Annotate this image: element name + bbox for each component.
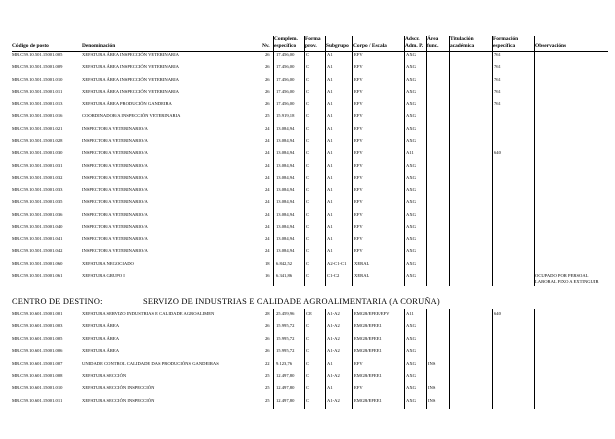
cell-corpo: EMGB/EFEE/EFV — [354, 311, 390, 316]
cell-sub: A1 — [327, 236, 333, 242]
cell-forma: C — [306, 88, 310, 94]
cell-nv: 24 — [265, 137, 270, 143]
cell-name: COORDINADOR/A INSPECCIÓN VETERINARIA — [82, 113, 181, 119]
cell-forma: C — [306, 236, 310, 242]
cell-comp: 13.084,94 — [276, 223, 295, 229]
cell-sub: A1-A2 — [327, 311, 340, 316]
cell-forma: C — [306, 76, 310, 82]
cell-nv: 24 — [265, 187, 270, 193]
table-row — [0, 112, 615, 120]
header-complemento-top: Complem. — [274, 36, 298, 42]
cell-code: MR.C59.10.501.15001.032 — [12, 174, 63, 180]
cell-nv: 25 — [265, 373, 270, 378]
header-formacion-top: Formación — [493, 36, 519, 42]
cell-nv: 26 — [265, 88, 270, 94]
cell-corpo: EMGB/EFEE1 — [354, 397, 382, 403]
cell-forma: C — [306, 199, 310, 205]
table-row — [0, 186, 615, 194]
cell-adm: AXG — [406, 260, 416, 266]
cell-sub: A1 — [327, 76, 333, 82]
cell-comp: 13.084,94 — [276, 125, 295, 131]
cell-sub: A1 — [327, 162, 333, 168]
cell-form: 761 — [494, 88, 501, 94]
cell-adm: AXG — [406, 323, 416, 329]
cell-code: MR.C59.10.501.15001.030 — [12, 150, 63, 156]
cell-code: MR.C59.10.501.15001.042 — [12, 248, 63, 254]
cell-forma: C — [306, 397, 310, 403]
cell-sub: A1 — [327, 223, 333, 229]
cell-form: 761 — [494, 64, 501, 70]
cell-comp: 6.341,86 — [276, 273, 293, 279]
cell-corpo: EFV — [354, 113, 363, 119]
cell-name: XEFATURA ÁREA — [82, 323, 120, 329]
cell-nv: 26 — [265, 76, 270, 82]
cell-code: MR.C59.10.501.15001.060 — [12, 260, 63, 266]
header-corpo: Corpo / Escala — [353, 43, 387, 49]
table-row — [0, 310, 615, 318]
table-row — [0, 384, 615, 392]
cell-name: XEFATURA ÁREA — [82, 335, 120, 341]
cell-area: INS — [428, 360, 436, 366]
cell-nv: 24 — [265, 125, 270, 131]
cell-nv: 28 — [265, 311, 270, 316]
table-row — [0, 125, 615, 133]
cell-corpo: EFV — [354, 150, 363, 156]
cell-forma: C — [306, 335, 310, 341]
cell-corpo: EFV — [354, 211, 363, 217]
cell-adm: AXG — [406, 113, 416, 119]
cell-corpo: EFV — [354, 88, 363, 94]
cell-code: MR.C59.10.601.15001.006 — [12, 348, 63, 354]
cell-adm: AXG — [406, 223, 416, 229]
cell-sub: A1 — [327, 211, 333, 217]
cell-form: 640 — [494, 311, 501, 316]
header-titulacion-bottom: académica — [450, 43, 475, 49]
cell-name: INSPECTOR/A VETERINARIO/A — [82, 187, 148, 193]
header-formacion-bottom: específica — [493, 43, 516, 49]
section-title: SERVIZO DE INDUSTRIAS E CALIDADE AGROALIMENTARIA (A CORUÑA) — [143, 297, 440, 306]
cell-code: MR.C59.10.501.15001.021 — [12, 125, 63, 131]
cell-adm: AXG — [406, 385, 416, 391]
cell-code: MR.C59.10.501.15001.033 — [12, 187, 63, 193]
table-row — [0, 223, 615, 231]
table-row — [0, 372, 615, 380]
cell-comp: 12.497,80 — [276, 373, 295, 378]
header-observacions: Observacións — [535, 43, 567, 49]
table-row — [0, 335, 615, 343]
cell-adm: AXG — [406, 174, 416, 180]
cell-corpo: EFV — [354, 76, 363, 82]
cell-name: INSPECTOR/A VETERINARIO/A — [82, 223, 148, 229]
cell-adm: AXG — [406, 76, 416, 82]
cell-adm: AXG — [406, 187, 416, 193]
cell-code: MR.C59.10.501.15001.041 — [12, 236, 63, 242]
cell-name: INSPECTOR/A VETERINARIO/A — [82, 162, 148, 168]
cell-comp: 13.084,94 — [276, 187, 295, 193]
cell-name: XEFATURA ÁREA INSPECCIÓN VETERINARIA — [82, 76, 179, 82]
cell-forma: C — [306, 174, 310, 180]
cell-forma: C — [306, 211, 310, 217]
table-row — [0, 247, 615, 255]
cell-corpo: EFV — [354, 125, 363, 131]
cell-code: MR.C59.10.501.15001.031 — [12, 162, 63, 168]
cell-code: MR.C59.10.501.15001.061 — [12, 273, 63, 279]
cell-name: INSPECTOR/A VETERINARIO/A — [82, 248, 148, 254]
cell-nv: 18 — [265, 260, 270, 266]
cell-sub: A1-A2 — [327, 373, 340, 378]
cell-form: 761 — [494, 52, 501, 57]
table-row — [0, 174, 615, 182]
cell-nv: 16 — [265, 273, 270, 279]
cell-comp: 15.995,72 — [276, 348, 295, 354]
cell-forma: C — [306, 273, 310, 279]
cell-code: MR.C59.10.501.15001.016 — [12, 113, 63, 119]
cell-corpo: EMGB/EFEE1 — [354, 335, 382, 341]
cell-nv: 25 — [265, 397, 270, 403]
cell-code: MR.C59.10.601.15001.008 — [12, 373, 63, 378]
cell-sub: A1 — [327, 385, 333, 391]
cell-sub: A1 — [327, 52, 333, 57]
cell-comp: 13.084,94 — [276, 162, 295, 168]
cell-forma: C — [306, 223, 310, 229]
cell-adm: AXG — [406, 64, 416, 70]
cell-name: XEFATURA ÁREA INSPECCIÓN VETERINARIA — [82, 88, 179, 94]
cell-comp: 17.456,00 — [276, 101, 295, 107]
header-titulacion-top: Titulación — [450, 36, 474, 42]
cell-corpo: EFV — [354, 52, 363, 57]
cell-code: MR.C59.10.501.15001.035 — [12, 199, 63, 205]
cell-code: MR.C59.10.501.15001.036 — [12, 211, 63, 217]
header-codigo: Código de posto — [12, 43, 49, 49]
cell-nv: 26 — [265, 323, 270, 329]
cell-forma: C — [306, 323, 310, 329]
cell-code: MR.C59.10.601.15001.010 — [12, 385, 63, 391]
table-row — [0, 272, 615, 285]
cell-nv: 24 — [265, 150, 270, 156]
cell-corpo: EFV — [354, 385, 363, 391]
cell-sub: A1 — [327, 137, 333, 143]
table-row — [0, 100, 615, 108]
cell-nv: 24 — [265, 236, 270, 242]
cell-sub: A1 — [327, 199, 333, 205]
cell-form: 640 — [494, 150, 501, 156]
cell-adm: AXG — [406, 137, 416, 143]
cell-adm: AXG — [406, 373, 416, 378]
cell-forma: CE — [306, 311, 312, 316]
cell-name: XEFATURA SERVIZO INDUSTRIAS E CALIDADE AGROALIMEN — [82, 311, 215, 316]
cell-comp: 13.084,94 — [276, 236, 295, 242]
cell-name: XEFATURA SECCIÓN INSPECCIÓN — [82, 385, 155, 391]
cell-sub: A1 — [327, 150, 333, 156]
cell-adm: AXG — [406, 125, 416, 131]
cell-forma: C — [306, 113, 310, 119]
cell-adm: AXG — [406, 273, 416, 279]
cell-corpo: EFV — [354, 101, 363, 107]
cell-comp: 13.084,94 — [276, 174, 295, 180]
cell-nv: 24 — [265, 162, 270, 168]
cell-adm: AXG — [406, 360, 416, 366]
cell-comp: 15.995,72 — [276, 323, 295, 329]
cell-nv: 26 — [265, 335, 270, 341]
cell-adm: AXG — [406, 199, 416, 205]
cell-code: MR.C59.10.501.15001.011 — [12, 88, 63, 94]
cell-sub: A1-A2 — [327, 335, 340, 341]
cell-comp: 13.084,94 — [276, 211, 295, 217]
cell-corpo: EFV — [354, 236, 363, 242]
cell-corpo: EFV — [354, 360, 363, 366]
cell-code: MR.C59.10.601.15001.003 — [12, 323, 63, 329]
cell-form: 761 — [494, 76, 501, 82]
cell-forma: C — [306, 137, 310, 143]
cell-adm: AXG — [406, 248, 416, 254]
cell-forma: C — [306, 150, 310, 156]
cell-name: INSPECTOR/A VETERINARIO/A — [82, 137, 148, 143]
cell-name: INSPECTOR/A VETERINARIO/A — [82, 211, 148, 217]
header-area-bottom: func. — [427, 43, 439, 49]
table-row — [0, 211, 615, 219]
header-adscr-bottom: Adm. P. — [405, 43, 424, 49]
cell-form: 761 — [494, 101, 501, 107]
cell-name: XEFATURA NEGOCIADO — [82, 260, 134, 266]
cell-comp: 15.919,18 — [276, 113, 295, 119]
table-row — [0, 88, 615, 96]
cell-comp: 13.084,94 — [276, 248, 295, 254]
cell-adm: AXG — [406, 162, 416, 168]
cell-code: MR.C59.10.501.15001.009 — [12, 64, 63, 70]
cell-name: INSPECTOR/A VETERINARIO/A — [82, 199, 148, 205]
table-row — [0, 235, 615, 243]
cell-comp: 13.084,94 — [276, 150, 295, 156]
cell-comp: 12.497,80 — [276, 397, 295, 403]
cell-sub: A1-A2 — [327, 348, 340, 354]
cell-comp: 15.995,72 — [276, 335, 295, 341]
cell-sub: A1 — [327, 101, 333, 107]
cell-comp: 25.459,96 — [276, 311, 295, 316]
cell-sub: A1 — [327, 187, 333, 193]
cell-forma: C — [306, 125, 310, 131]
cell-forma: C — [306, 248, 310, 254]
cell-adm: A11 — [406, 311, 414, 316]
header-subgrupo: Subgrupo — [326, 43, 349, 49]
cell-name: INSPECTOR/A VETERINARIO/A — [82, 174, 148, 180]
cell-adm: AXG — [406, 348, 416, 354]
cell-adm: AXG — [406, 211, 416, 217]
cell-name: INSPECTOR/A VETERINARIO/A — [82, 150, 148, 156]
cell-adm: AXG — [406, 88, 416, 94]
header-nivel: Nv. — [262, 43, 270, 49]
cell-name: UNIDADE CONTROL CALIDADE DAS PRODUCIÓNS GANDEIRAS — [82, 360, 219, 366]
cell-nv: 24 — [265, 199, 270, 205]
cell-forma: C — [306, 101, 310, 107]
table-row — [0, 322, 615, 330]
cell-corpo: EMGB/EFEE1 — [354, 348, 382, 354]
header-area-top: Área — [427, 36, 439, 42]
cell-code: MR.C59.10.501.15001.005 — [12, 52, 63, 57]
cell-nv: 26 — [265, 348, 270, 354]
cell-comp: 9.123,76 — [276, 360, 293, 366]
header-adscr-top: Adscr. — [405, 36, 420, 42]
cell-forma: C — [306, 385, 310, 391]
table-row — [0, 51, 615, 59]
cell-comp: 6.842,52 — [276, 260, 293, 266]
table-row — [0, 162, 615, 170]
cell-name: XEFATURA ÁREA PRODUCIÓN GANDEIRA — [82, 101, 172, 107]
cell-code: MR.C59.10.501.15001.028 — [12, 137, 63, 143]
cell-sub: A1-A2 — [327, 397, 340, 403]
cell-nv: 24 — [265, 174, 270, 180]
cell-corpo: EFV — [354, 137, 363, 143]
cell-sub: A1 — [327, 360, 333, 366]
cell-sub: A1 — [327, 125, 333, 131]
table-row — [0, 76, 615, 84]
table-row — [0, 137, 615, 145]
cell-code: MR.C59.10.501.15001.040 — [12, 223, 63, 229]
cell-code: MR.C59.10.601.15001.005 — [12, 335, 63, 341]
cell-sub: A1 — [327, 88, 333, 94]
header-forma-top: Forma — [305, 36, 321, 42]
cell-forma: C — [306, 162, 310, 168]
cell-name: XEFATURA SECCIÓN — [82, 373, 127, 378]
table-row — [0, 198, 615, 206]
cell-comp: 13.084,94 — [276, 199, 295, 205]
table-row — [0, 63, 615, 71]
cell-adm: A11 — [406, 150, 414, 156]
cell-forma: C — [306, 373, 310, 378]
cell-corpo: EMGB/EFEE1 — [354, 323, 382, 329]
table-row — [0, 347, 615, 355]
cell-corpo: EFV — [354, 174, 363, 180]
cell-code: MR.C59.10.501.15001.013 — [12, 101, 63, 107]
cell-forma: C — [306, 348, 310, 354]
cell-nv: 24 — [265, 211, 270, 217]
header-complemento-bottom: específico — [274, 43, 297, 49]
cell-sub: A2-C1-C1 — [327, 260, 347, 266]
cell-adm: AXG — [406, 335, 416, 341]
cell-code: MR.C59.10.601.15001.007 — [12, 360, 63, 366]
cell-adm: AXG — [406, 397, 416, 403]
table-row — [0, 360, 615, 368]
cell-sub: A1 — [327, 248, 333, 254]
cell-area: INS — [428, 385, 436, 391]
cell-forma: C — [306, 260, 310, 266]
cell-sub: A1-A2 — [327, 323, 340, 329]
cell-sub: A1 — [327, 113, 333, 119]
cell-nv: 24 — [265, 248, 270, 254]
cell-comp: 17.456,00 — [276, 76, 295, 82]
cell-forma: C — [306, 360, 310, 366]
cell-code: MR.C59.10.601.15001.001 — [12, 311, 63, 316]
cell-observacions: OCUPADO POR PERSOAL LABORAL FIXO A EXTINGUIR — [535, 273, 599, 285]
cell-adm: AXG — [406, 52, 416, 57]
cell-comp: 17.456,00 — [276, 88, 295, 94]
cell-corpo: XERAL — [354, 273, 370, 279]
cell-sub: C1-C2 — [327, 273, 340, 279]
cell-corpo: XERAL — [354, 260, 370, 266]
cell-name: XEFATURA SECCIÓN INSPECCIÓN — [82, 397, 155, 403]
cell-forma: C — [306, 64, 310, 70]
table-row — [0, 397, 615, 405]
cell-area: INS — [428, 397, 436, 403]
cell-corpo: EFV — [354, 64, 363, 70]
cell-corpo: EFV — [354, 187, 363, 193]
header-denominacion: Denominación — [82, 43, 116, 49]
cell-comp: 12.497,80 — [276, 385, 295, 391]
cell-code: MR.C59.10.501.15001.010 — [12, 76, 63, 82]
cell-sub: A1 — [327, 64, 333, 70]
cell-forma: C — [306, 52, 310, 57]
cell-comp: 17.456,00 — [276, 52, 295, 57]
cell-corpo: EMGB/EFEE1 — [354, 373, 382, 378]
cell-nv: 25 — [265, 385, 270, 391]
cell-name: XEFATURA ÁREA — [82, 348, 120, 354]
cell-nv: 22 — [265, 360, 270, 366]
cell-comp: 13.084,94 — [276, 137, 295, 143]
cell-sub: A1 — [327, 174, 333, 180]
section-label: CENTRO DE DESTINO: — [12, 297, 103, 306]
cell-corpo: EFV — [354, 162, 363, 168]
cell-name: XEFATURA ÁREA INSPECCIÓN VETERINARIA — [82, 64, 179, 70]
cell-corpo: EFV — [354, 223, 363, 229]
cell-nv: 26 — [265, 64, 270, 70]
cell-name: XEFATURA ÁREA INSPECCIÓN VETERINARIA — [82, 52, 179, 57]
header-forma-bottom: prov. — [305, 43, 317, 49]
cell-code: MR.C59.10.601.15001.011 — [12, 397, 63, 403]
cell-forma: C — [306, 187, 310, 193]
cell-corpo: EFV — [354, 248, 363, 254]
cell-name: INSPECTOR/A VETERINARIO/A — [82, 236, 148, 242]
table-row — [0, 149, 615, 157]
table-row — [0, 260, 615, 268]
cell-nv: 26 — [265, 52, 270, 57]
cell-nv: 24 — [265, 223, 270, 229]
cell-nv: 25 — [265, 113, 270, 119]
cell-name: XEFATURA GRUPO I — [82, 273, 125, 279]
cell-corpo: EFV — [354, 199, 363, 205]
cell-name: INSPECTOR/A VETERINARIO/A — [82, 125, 148, 131]
cell-adm: AXG — [406, 101, 416, 107]
cell-comp: 17.456,00 — [276, 64, 295, 70]
cell-adm: AXG — [406, 236, 416, 242]
cell-nv: 26 — [265, 101, 270, 107]
